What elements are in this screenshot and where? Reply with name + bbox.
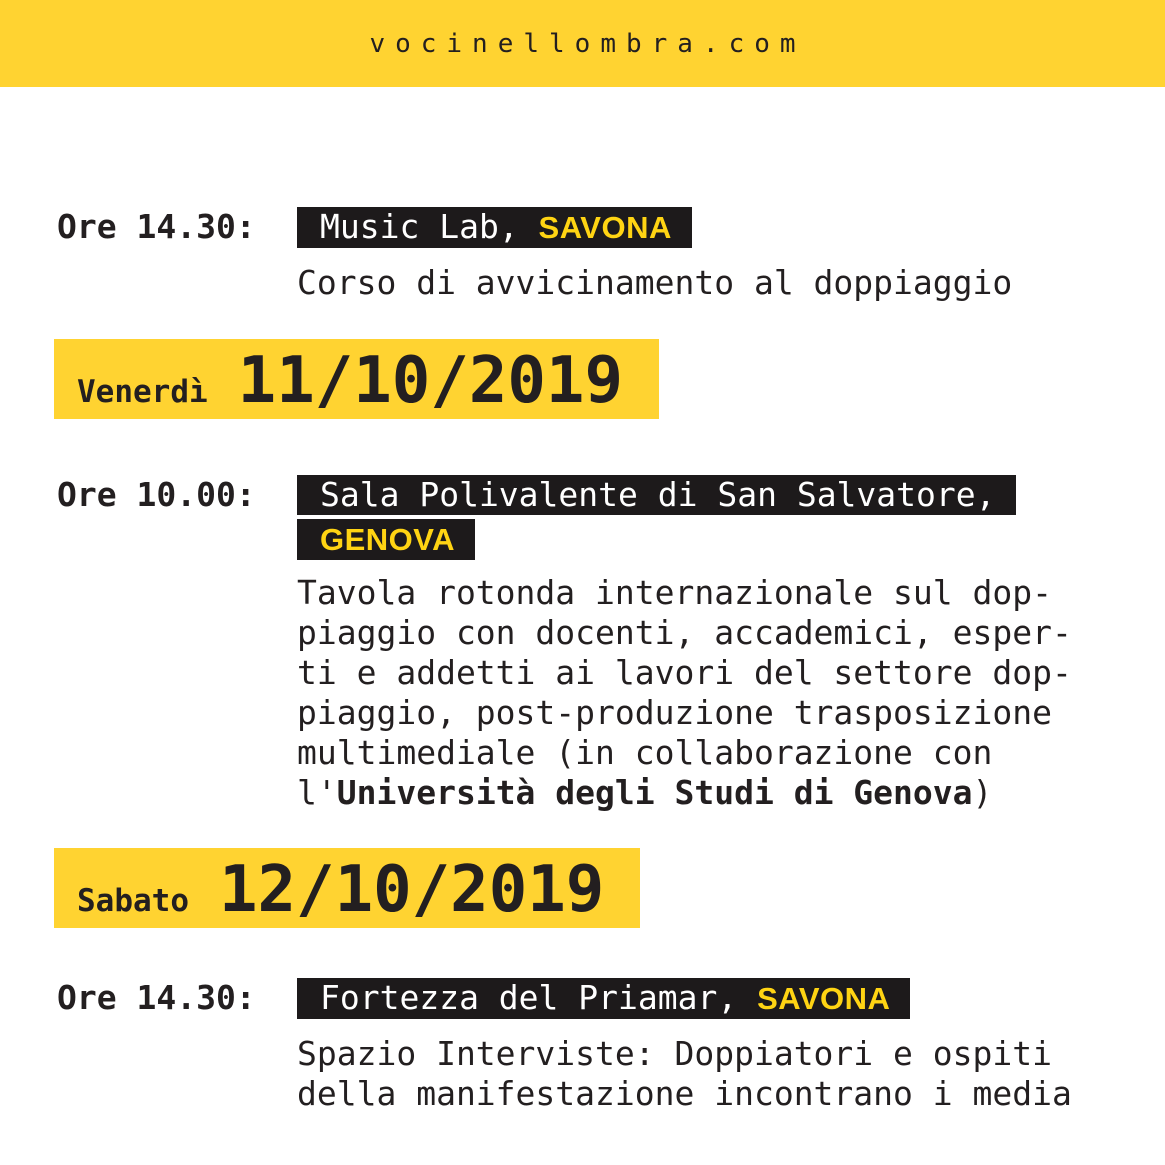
event-row-1 — [0, 207, 1165, 303]
site-url-bar — [0, 0, 1165, 87]
day-date: 11/10/2019 — [237, 344, 623, 418]
description-text: l' — [297, 773, 337, 812]
city-label: SAVONA — [757, 981, 891, 1016]
day-banner-sabato — [54, 848, 640, 928]
day-name: Sabato — [77, 883, 189, 919]
event-row-2 — [0, 475, 1165, 813]
venue-badge — [297, 207, 692, 248]
event-description — [297, 573, 1165, 813]
venue-name: Music Lab, — [320, 207, 539, 246]
event-description — [297, 263, 1165, 303]
event-content — [297, 475, 1165, 813]
city-label: SAVONA — [538, 210, 672, 245]
description-line: piaggio con docenti, accademici, esper- — [297, 613, 1072, 652]
description-line: Tavola rotonda internazionale sul dop- — [297, 573, 1052, 612]
venue-badge — [297, 475, 1016, 515]
city-badge — [297, 519, 475, 560]
description-line: multimediale (in collaborazione con — [297, 733, 993, 772]
description-line: piaggio, post-produzione trasposizione — [297, 693, 1052, 732]
description-line: della manifestazione incontrano i media — [297, 1074, 1072, 1113]
site-url: vocinellombra.com — [369, 28, 806, 59]
venue-badge — [297, 978, 910, 1019]
event-time-label: Ore 10.00: — [57, 475, 256, 514]
event-time-label: Ore 14.30: — [57, 978, 256, 1017]
day-date: 12/10/2019 — [218, 853, 605, 927]
day-banner-venerdi — [54, 339, 659, 419]
venue-name: Fortezza del Priamar, — [320, 978, 758, 1017]
description-line — [297, 773, 1165, 813]
venue-badge-row-2 — [297, 519, 1165, 560]
description-text: ) — [972, 773, 993, 812]
event-content — [297, 978, 1165, 1114]
event-time-label: Ore 14.30: — [57, 207, 256, 246]
event-description — [297, 1034, 1165, 1114]
event-content — [297, 207, 1165, 303]
description-line: Spazio Interviste: Doppiatori e ospiti — [297, 1034, 1052, 1073]
organization-name: Università degli Studi di Genova — [336, 773, 973, 812]
venue-badge-lines — [297, 475, 1165, 560]
city-label: GENOVA — [320, 522, 456, 557]
day-name: Venerdì — [77, 374, 208, 410]
event-row-3 — [0, 978, 1165, 1114]
description-line: Corso di avvicinamento al doppiaggio — [297, 263, 1013, 302]
venue-name: Sala Polivalente di San Salvatore, — [320, 475, 996, 514]
description-line: ti e addetti ai lavori del settore dop- — [297, 653, 1072, 692]
